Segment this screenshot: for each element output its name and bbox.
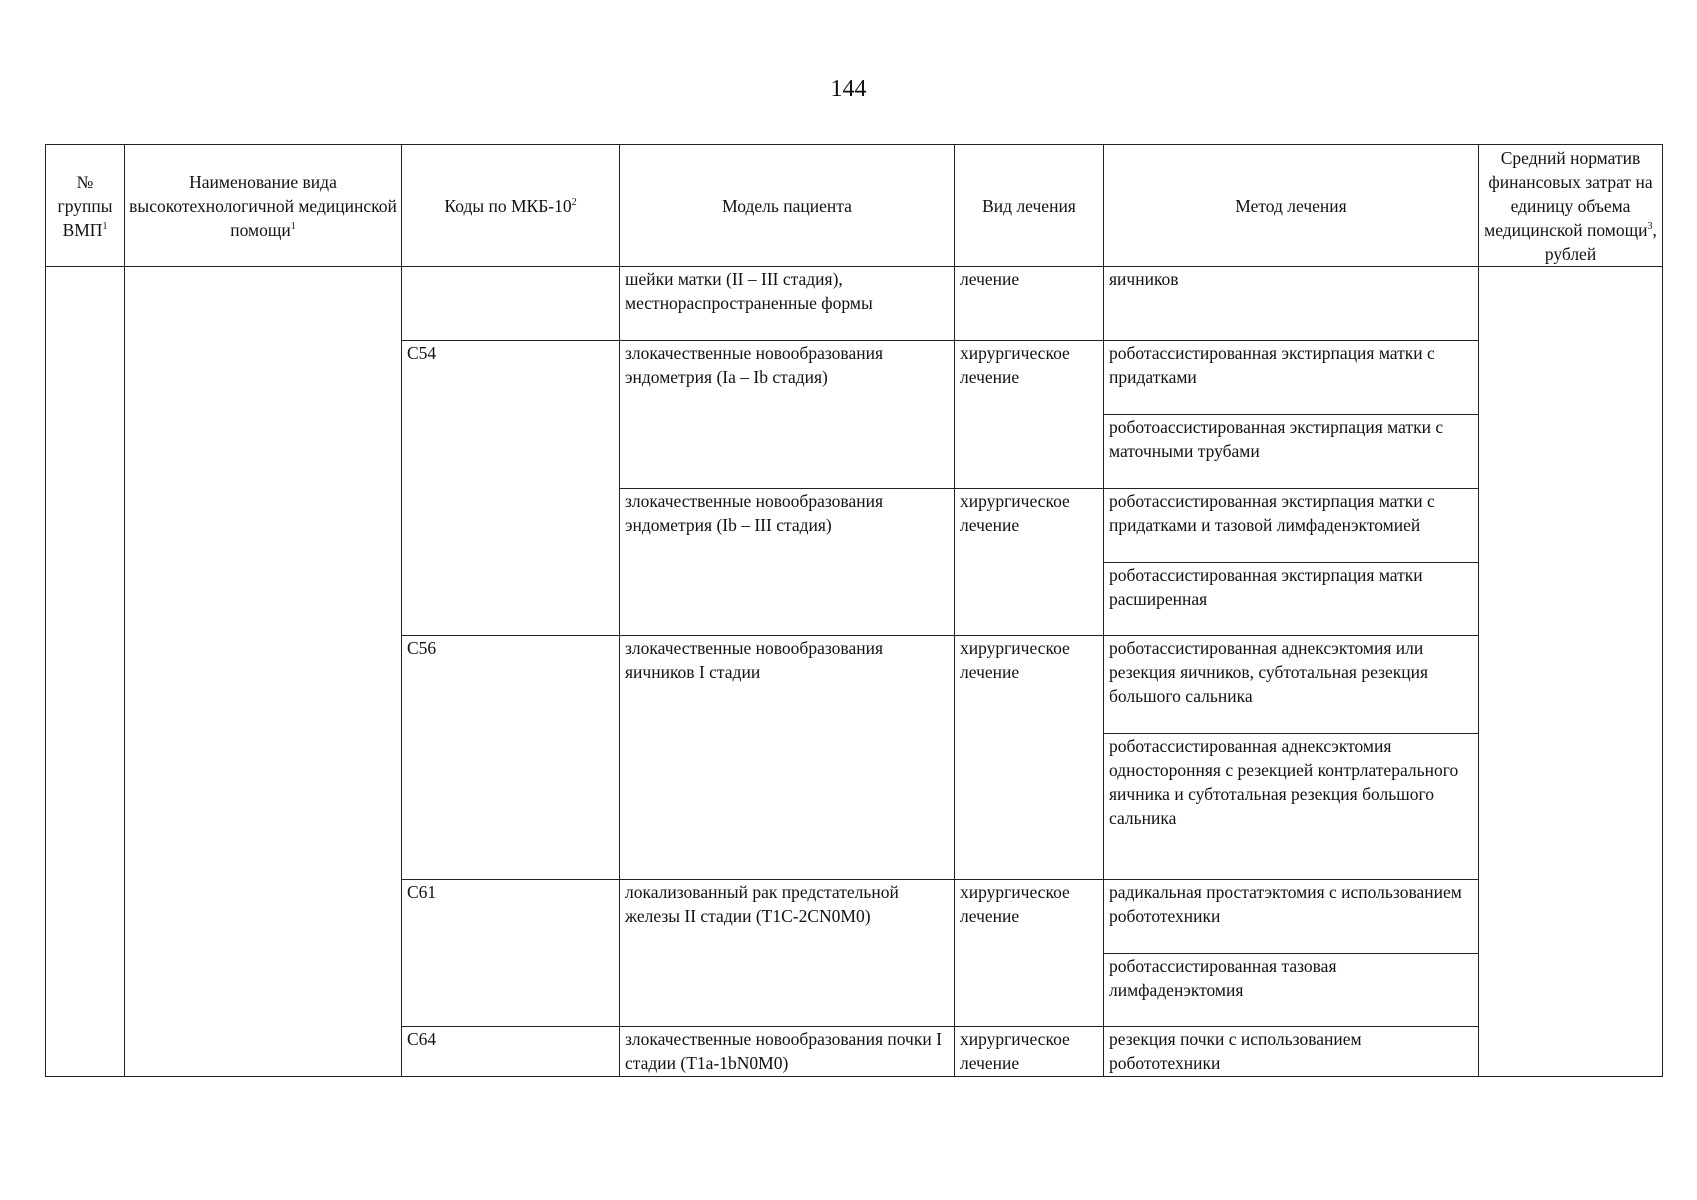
patient-model-cell: злокачественные новообразования яичников I стадии: [620, 636, 955, 880]
care-type-name-cell: [125, 267, 402, 1077]
treatment-method-cell: роботассистированная тазовая лимфаденэктомия: [1104, 954, 1479, 1027]
patient-model-cell: злокачественные новообразования эндометрия (Ia – Ib стадия): [620, 341, 955, 489]
financial-standard-cell: [1479, 267, 1663, 1077]
header-patient-model: Модель пациента: [620, 145, 955, 267]
patient-model-cell: шейки матки (II – III стадия), местнораспространенные формы: [620, 267, 955, 341]
treatment-method-cell: роботассистированная экстирпация матки с придатками и тазовой лимфаденэктомией: [1104, 489, 1479, 563]
patient-model-cell: злокачественные новообразования эндометрия (Ib – III стадия): [620, 489, 955, 636]
patient-model-cell: локализованный рак предстательной железы II стадии (T1C-2CN0M0): [620, 880, 955, 1027]
treatment-type-cell: хирургическое лечение: [955, 880, 1104, 1027]
treatment-type-cell: лечение: [955, 267, 1104, 341]
group-number-cell: [46, 267, 125, 1077]
header-icd-codes: Коды по МКБ-$10^2$: [402, 145, 620, 267]
treatment-method-cell: яичников: [1104, 267, 1479, 341]
medical-care-table: [45, 144, 1663, 1077]
table-row: [46, 267, 1663, 341]
page-number: 144: [830, 76, 867, 102]
header-financial-standard: Средний норматив финансовых затрат на единицу объема медицинской помощи$^3$, рублей: [1479, 145, 1663, 267]
treatment-method-cell: резекция почки с использованием робототехники: [1104, 1027, 1479, 1077]
treatment-type-cell: хирургическое лечение: [955, 341, 1104, 489]
treatment-method-cell: роботоассистированная экстирпация матки с маточными трубами: [1104, 415, 1479, 489]
treatment-type-cell: хирургическое лечение: [955, 489, 1104, 636]
treatment-method-cell: роботассистированная аднексэктомия или резекция яичников, субтотальная резекция большого сальника: [1104, 636, 1479, 734]
icd-code-cell: C61: [402, 880, 620, 1027]
icd-code-cell: [402, 267, 620, 341]
treatment-type-cell: хирургическое лечение: [955, 1027, 1104, 1077]
icd-code-cell: C56: [402, 636, 620, 880]
header-care-type-name: Наименование вида высокотехнологичной медицинской помощи$^1$: [125, 145, 402, 267]
treatment-method-cell: роботассистированная экстирпация матки с придатками: [1104, 341, 1479, 415]
patient-model-cell: злокачественные новообразования почки I стадии (T1a-1bN0M0): [620, 1027, 955, 1077]
header-treatment-method: Метод лечения: [1104, 145, 1479, 267]
treatment-method-cell: роботассистированная аднексэктомия односторонняя с резекцией контрлатерального яичника и субтотальная резекция большого сальника: [1104, 734, 1479, 880]
treatment-method-cell: радикальная простатэктомия с использованием робототехники: [1104, 880, 1479, 954]
table-header-row: [46, 145, 1663, 267]
icd-code-cell: C54: [402, 341, 620, 636]
header-group-number: № группы ВМП$^1$: [46, 145, 125, 267]
icd-code-cell: C64: [402, 1027, 620, 1077]
treatment-method-cell: роботассистированная экстирпация матки расширенная: [1104, 563, 1479, 636]
treatment-type-cell: хирургическое лечение: [955, 636, 1104, 880]
header-treatment-type: Вид лечения: [955, 145, 1104, 267]
